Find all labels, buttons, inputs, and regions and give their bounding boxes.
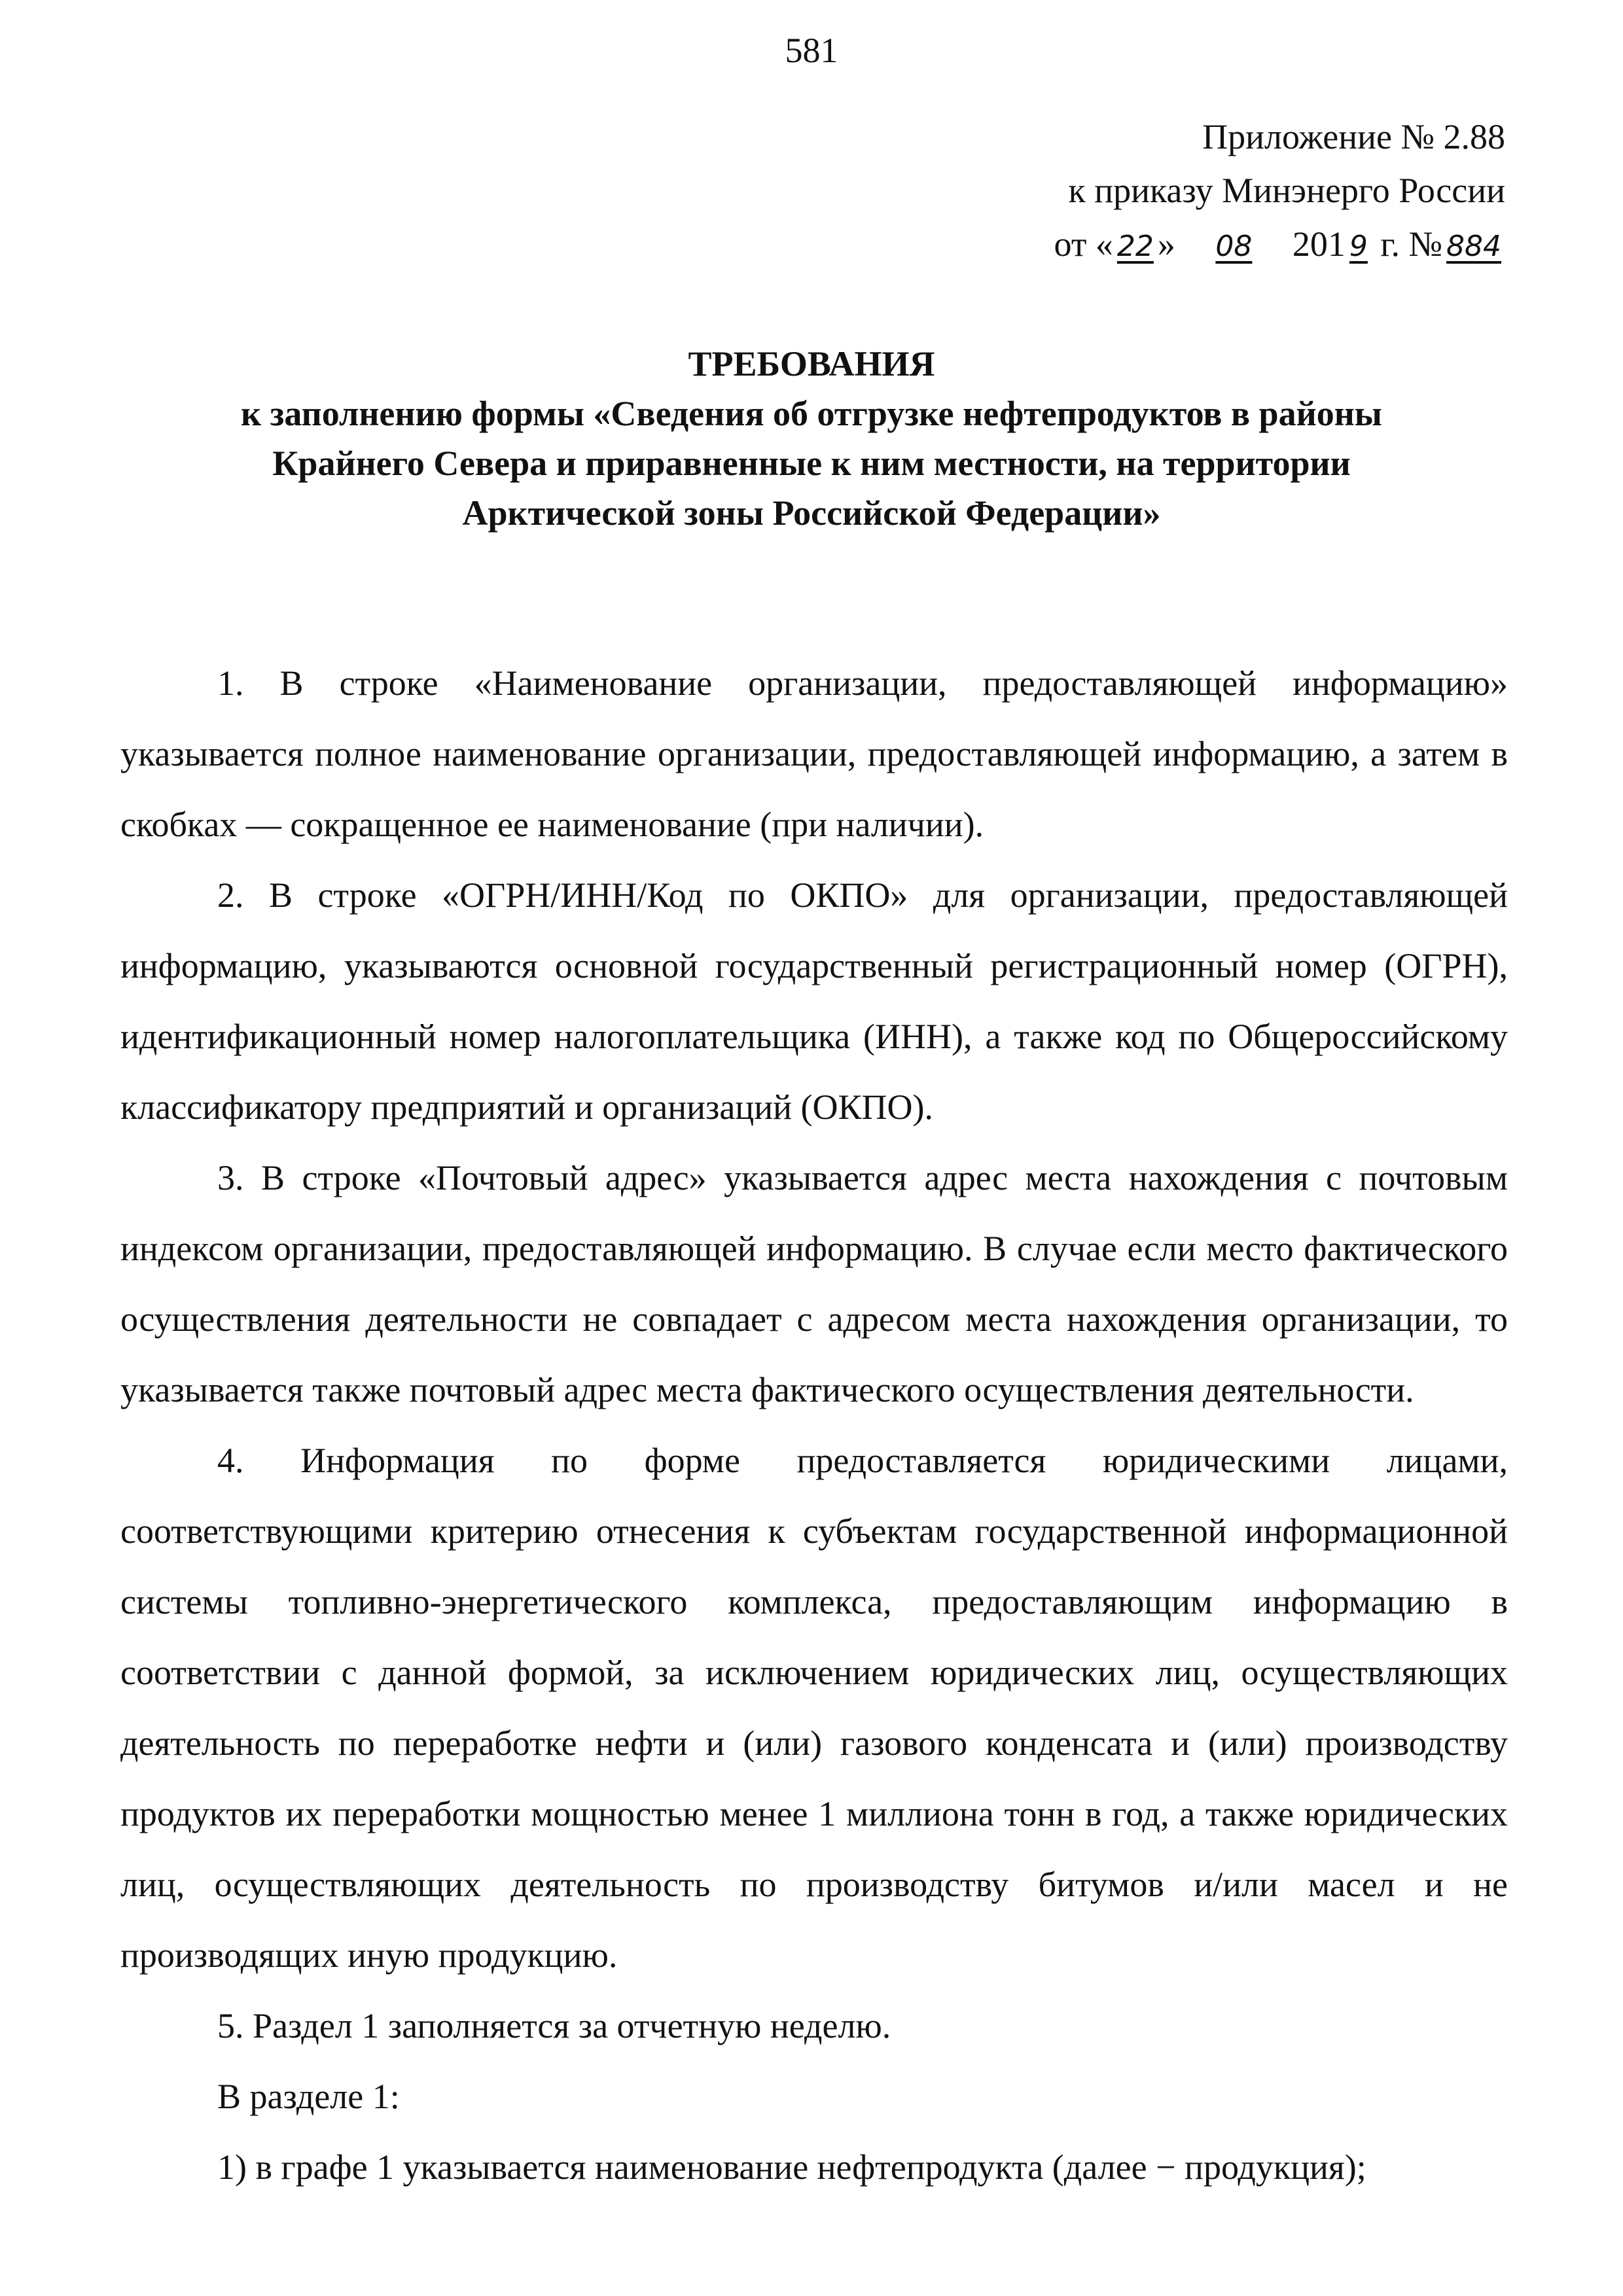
date-separator: »	[1157, 224, 1175, 264]
handwritten-year-digit: 9	[1349, 230, 1368, 263]
paragraph-2: 2. В строке «ОГРН/ИНН/Код по ОКПО» для организации, предоставляющей информацию, указываются основной государственный регистрационный номер (ОГРН), идентификационный номер налогоплательщика (ИНН), а также код по Общероссийскому классификатору предприятий и организаций (ОКПО).	[120, 875, 1508, 1127]
date-prefix: от «	[1054, 224, 1113, 264]
title-line-3: Арктической зоны Российской Федерации»	[462, 493, 1161, 533]
year-prefix: 201	[1292, 224, 1346, 264]
section-1-intro: В разделе 1:	[217, 2077, 400, 2116]
paragraph-3: 3. В строке «Почтовый адрес» указывается адрес места нахождения с почтовым индексом организации, предоставляющей информацию. В случае если место фактического осуществления деятельности не совпадает с адресом места нахождения организации, то указывается также почтовый адрес места фактического осуществления деятельности.	[120, 1158, 1508, 1409]
appendix-title: Приложение № 2.88	[1202, 117, 1505, 156]
document-title	[131, 339, 1492, 538]
paragraph-4: 4. Информация по форме предоставляется юридическими лицами, соответствующими критерию отнесения к субъектам государственной информационной системы топливно-энергетического комплекса, предоставляющим информацию в соответствии с данной формой, за исключением юридических лиц, осуществляющих деятельность по переработке нефти и (или) газового конденсата и (или) производству продуктов их переработки мощностью менее 1 миллиона тонн в год, а также юридических лиц, осуществляющих деятельность по производству битумов и/или масел и не производящих иную продукцию.	[120, 1441, 1508, 1975]
handwritten-order-number: 884	[1446, 230, 1501, 263]
appendix-date-line	[982, 217, 1505, 274]
handwritten-day: 22	[1116, 230, 1154, 263]
handwritten-month: 08	[1215, 230, 1253, 263]
paragraph-5: 5. Раздел 1 заполняется за отчетную неделю.	[217, 2006, 891, 2045]
paragraph-1: 1. В строке «Наименование организации, предоставляющей информацию» указывается полное наименование организации, предоставляющей информацию, а затем в скобках — сокращенное ее наименование (при наличии).	[120, 663, 1508, 844]
title-line-1: к заполнению формы «Сведения об отгрузке нефтепродуктов в районы	[241, 394, 1382, 433]
appendix-order-ref: к приказу Минэнерго России	[1068, 171, 1505, 210]
title-line-2: Крайнего Севера и приравненные к ним местности, на территории	[272, 444, 1351, 483]
section-1-item-1: 1) в графе 1 указывается наименование нефтепродукта (далее − продукция);	[217, 2147, 1366, 2187]
page-number: 581	[785, 31, 838, 70]
document-body	[120, 648, 1508, 2202]
year-suffix: г. №	[1371, 224, 1443, 264]
title-heading: ТРЕБОВАНИЯ	[688, 344, 935, 383]
appendix-header	[982, 110, 1505, 274]
